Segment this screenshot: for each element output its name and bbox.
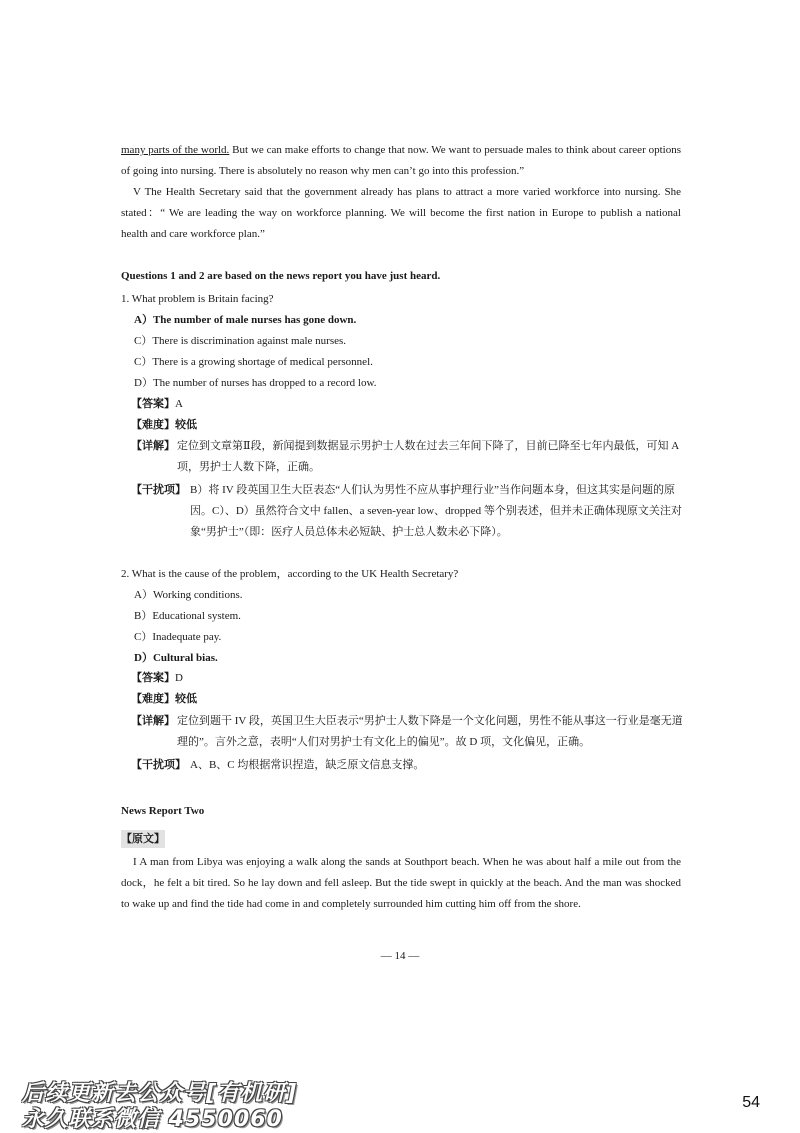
q1-distractor-text: B）将 IV 段英国卫生大臣表态“人们认为男性不应从事护理行业”当作问题本身，但这其实是问题的原因。C）、D）虽然符合文中 fallen、a seven-year low、dropped 等个别表述，但并未正确体现原文关注对象“男护士”（即：医疗人员总体未必短缺、护士总人数未必下降）。 [190,484,682,538]
q2-detail-label: 【详解】 [131,715,175,727]
q2-detail-text: 定位到题干 IV 段，英国卫生大臣表示“男护士人数下降是一个文化问题，男性不能从事这一行业是毫无道理的”。言外之意，表明“人们对男护士有文化上的偏见”。故 D 项，文化偏见，正确。 [177,715,683,748]
answer-label: 【答案】 [131,398,175,410]
corner-page-number: 54 [742,1094,760,1111]
difficulty-label: 【难度】 [131,693,175,705]
q2-distractor-text: A、B、C 均根据常识捏造，缺乏原文信息支撑。 [190,759,425,771]
q1-option-b: C）There is discrimination against male nurses. [134,335,347,347]
report2-source-tag: 【原文】 [121,830,165,848]
report2-title: News Report Two [121,805,205,817]
q1-answer [131,394,183,414]
q2-option-c: C）Inadequate pay. [134,631,222,643]
q2-distractor-label: 【干扰项】 [131,759,186,771]
answer-label: 【答案】 [131,672,175,684]
q1-distractor-label: 【干扰项】 [131,484,186,496]
q2-option-d: D）Cultural bias. [134,652,218,664]
q1-option-d: D）The number of nurses has dropped to a record low. [134,377,377,389]
q2-answer [131,668,183,688]
q1-difficulty [131,415,197,435]
watermark-line-2: 永久联系微信 4550060 [22,1107,283,1132]
intro-paragraph-1 [121,140,681,182]
q1-detail-label: 【详解】 [131,440,175,452]
underlined-phrase: many parts of the world. [121,144,230,156]
questions-heading: Questions 1 and 2 are based on the news report you have just heard. [121,270,441,282]
q1-stem: 1. What problem is Britain facing? [121,293,274,305]
report2-text: I A man from Libya was enjoying a walk along the sands at Southport beach. When he was about half a mile out from the dock，he felt a bit tired. So he lay down and fell asleep. But the tide swept in quickly at the beach. And the man was shocked to wake up and find the tide had come in and completely surrounded him cutting him off from the shore. [121,856,681,910]
page-number: — 14 — [380,950,420,962]
difficulty-label: 【难度】 [131,419,175,431]
watermark-line-1: 后续更新去公众号[有机研] [22,1081,298,1106]
difficulty-value: 较低 [175,419,197,431]
q2-difficulty [131,689,197,709]
q2-option-a: A）Working conditions. [134,589,243,601]
answer-value: A [175,398,183,410]
q2-stem: 2. What is the cause of the problem，according to the UK Health Secretary? [121,568,459,580]
q1-option-a: A）The number of male nurses has gone down. [134,314,357,326]
intro-paragraph-2: V The Health Secretary said that the government already has plans to attract a more varied workforce into nursing. She stated：“ We are leading the way on workforce planning. We will become the first nation in Europe to publish a national health and care workforce plan.” [121,186,681,240]
answer-value: D [175,672,183,684]
q1-option-c: C）There is a growing shortage of medical personnel. [134,356,373,368]
q1-detail-text: 定位到文章第Ⅱ段，新闻提到数据显示男护士人数在过去三年间下降了，目前已降至七年内最低，可知 A 项，男护士人数下降，正确。 [177,440,679,473]
difficulty-value: 较低 [175,693,197,705]
intro-paragraph-1-rest: But we can make efforts to change that now. We want to persuade males to think about career options of going into nursing. There is absolutely no reason why men can’t go into this profession.” [121,144,681,177]
q2-option-b: B）Educational system. [134,610,241,622]
